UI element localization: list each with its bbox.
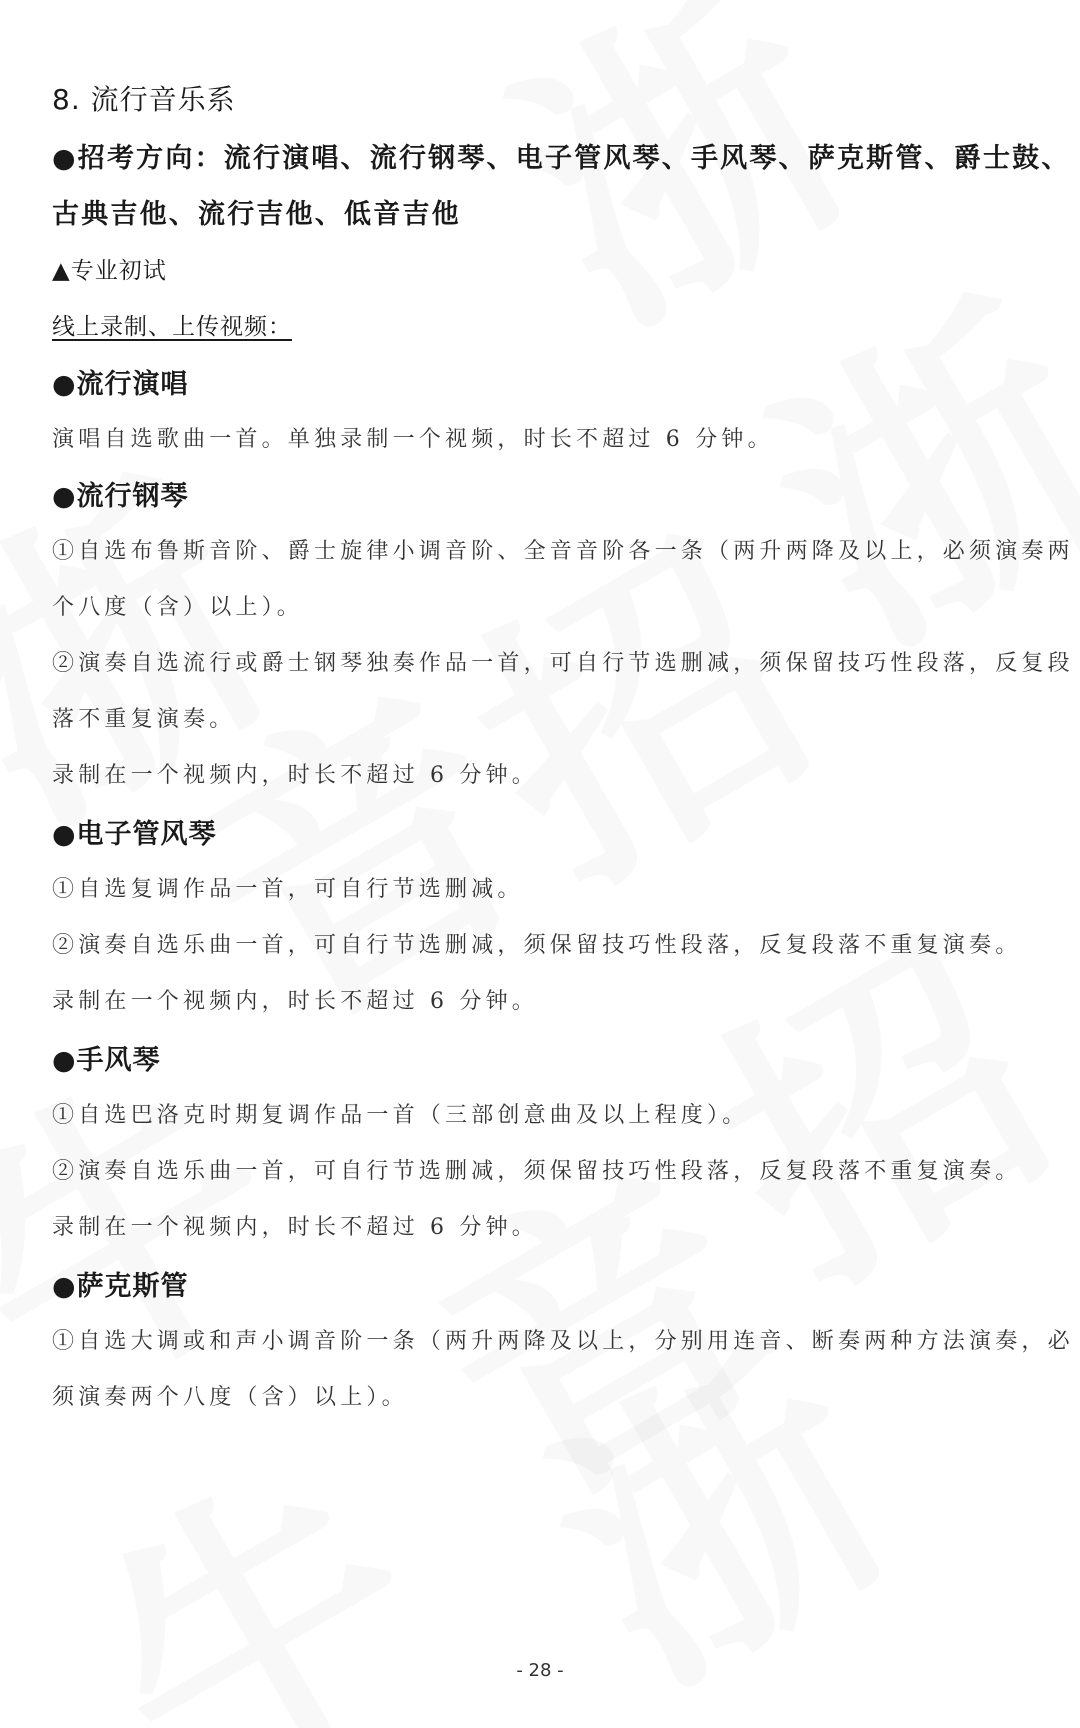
- saxophone-line: 须演奏两个八度（含）以上）。: [52, 1385, 408, 1410]
- saxophone-line: ①自选大调或和声小调音阶一条（两升两降及以上，分别用连音、断奏两种方法演奏，必: [52, 1329, 1074, 1354]
- pop-piano-line: 录制在一个视频内，时长不超过 6 分钟。: [52, 763, 538, 788]
- initial-exam-heading: ▲专业初试: [52, 258, 167, 284]
- category-pop-piano: ●流行钢琴: [52, 481, 189, 512]
- category-electronic-organ: ●电子管风琴: [52, 819, 217, 850]
- electronic-organ-line: 录制在一个视频内，时长不超过 6 分钟。: [52, 989, 538, 1014]
- category-saxophone: ●萨克斯管: [52, 1271, 189, 1302]
- page-number: - 28 -: [516, 1660, 564, 1681]
- accordion-line: ②演奏自选乐曲一首，可自行节选删减，须保留技巧性段落，反复段落不重复演奏。: [52, 1159, 1022, 1184]
- category-pop-singing: ●流行演唱: [52, 369, 189, 400]
- pop-singing-line: 演唱自选歌曲一首。单独录制一个视频，时长不超过 6 分钟。: [52, 427, 774, 452]
- electronic-organ-line: ①自选复调作品一首，可自行节选删减。: [52, 877, 524, 902]
- pop-piano-line: 个八度（含）以上）。: [52, 595, 304, 620]
- pop-piano-line: 落不重复演奏。: [52, 707, 236, 732]
- accordion-line: 录制在一个视频内，时长不超过 6 分钟。: [52, 1215, 538, 1240]
- online-upload-heading: 线上录制、上传视频：: [52, 314, 292, 340]
- accordion-line: ①自选巴洛克时期复调作品一首（三部创意曲及以上程度）。: [52, 1103, 749, 1128]
- admission-directions-cont: 古典吉他、流行吉他、低音吉他: [52, 199, 461, 230]
- pop-piano-line: ②演奏自选流行或爵士钢琴独奏作品一首，可自行节选删减，须保留技巧性段落，反复段: [52, 651, 1074, 676]
- pop-piano-line: ①自选布鲁斯音阶、爵士旋律小调音阶、全音音阶各一条（两升两降及以上，必须演奏两: [52, 539, 1074, 564]
- section-title: 8. 流行音乐系: [52, 83, 236, 116]
- electronic-organ-line: ②演奏自选乐曲一首，可自行节选删减，须保留技巧性段落，反复段落不重复演奏。: [52, 933, 1022, 958]
- admission-directions: ●招考方向：流行演唱、流行钢琴、电子管风琴、手风琴、萨克斯管、爵士鼓、: [52, 143, 1071, 174]
- category-accordion: ●手风琴: [52, 1045, 161, 1076]
